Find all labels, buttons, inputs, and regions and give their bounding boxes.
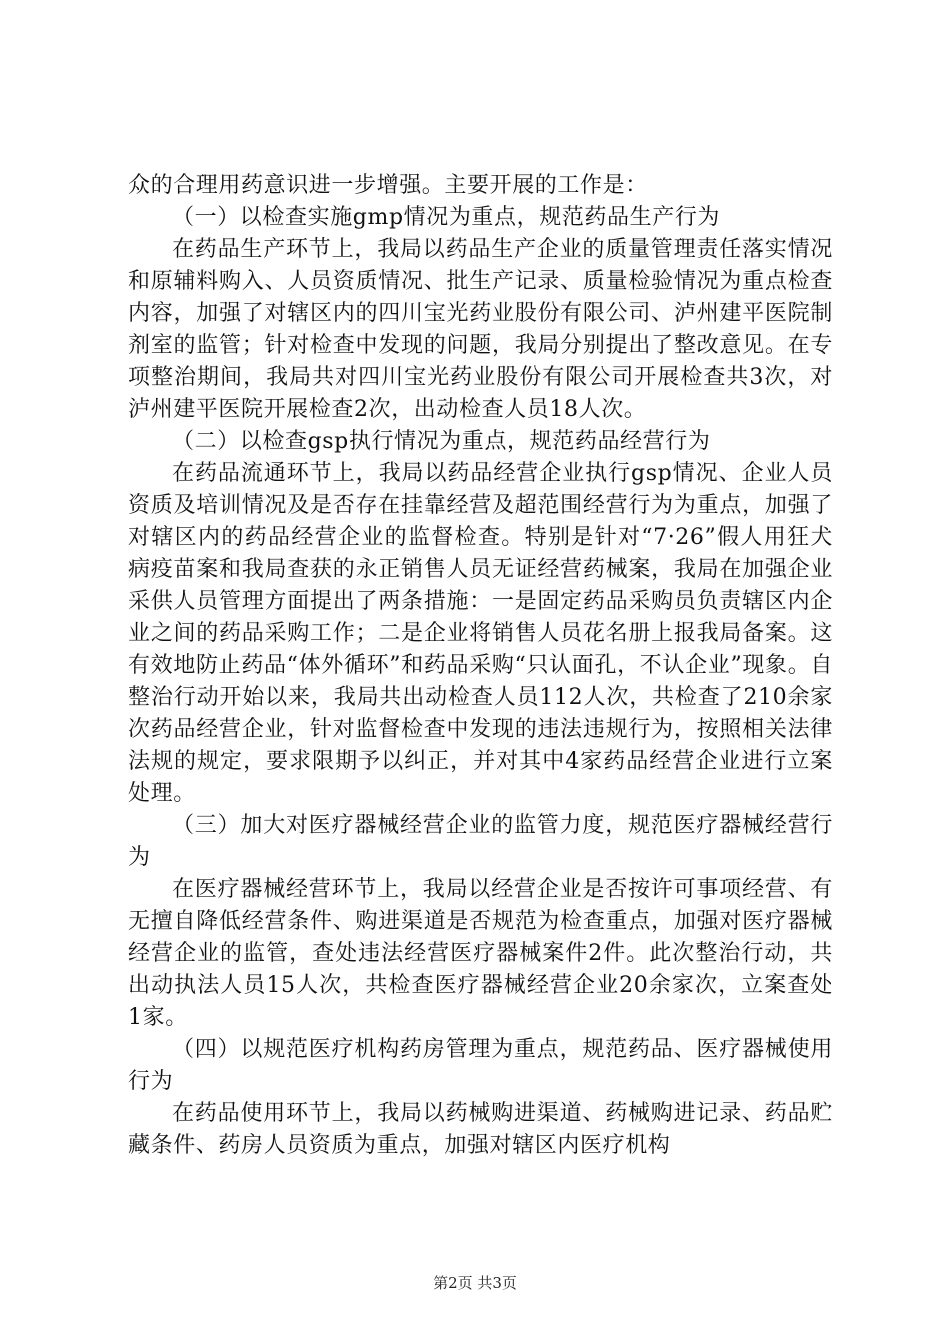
paragraph-continuation: 众的合理用药意识进一步增强。主要开展的工作是： — [128, 173, 648, 198]
section-heading-1: （一）以检查实施gmp情况为重点，规范药品生产行为 — [172, 205, 721, 230]
paragraph: 在医疗器械经营环节上，我局以经营企业是否按许可事项经营、有无擅自降低经营条件、购进渠道是否规范为检查重点，加强对医疗器械经营企业的监管，查处违法经营医疗器械案件2件。此次整治行动，共出动执法人员15人次，共检查医疗器械经营企业20余家次，立案查处1家。 — [128, 877, 833, 1030]
section-heading-2: （二）以检查gsp执行情况为重点，规范药品经营行为 — [172, 429, 711, 454]
paragraph: 在药品使用环节上，我局以药械购进渠道、药械购进记录、药品贮藏条件、药房人员资质为重点，加强对辖区内医疗机构 — [128, 1101, 833, 1158]
page-footer: 第2页 共3页 — [433, 1274, 517, 1292]
section-heading-4: （四）以规范医疗机构药房管理为重点，规范药品、医疗器械使用行为 — [128, 1037, 833, 1094]
document-body — [128, 170, 833, 1162]
paragraph: 在药品生产环节上，我局以药品生产企业的质量管理责任落实情况和原辅料购入、人员资质情况、批生产记录、质量检验情况为重点检查内容，加强了对辖区内的四川宝光药业股份有限公司、泸州建平医院制剂室的监管；针对检查中发现的问题，我局分别提出了整改意见。在专项整治期间，我局共对四川宝光药业股份有限公司开展检查共3次，对泸州建平医院开展检查2次，出动检查人员18人次。 — [128, 237, 833, 422]
section-heading-3: （三）加大对医疗器械经营企业的监管力度，规范医疗器械经营行为 — [128, 813, 833, 870]
paragraph: 在药品流通环节上，我局以药品经营企业执行gsp情况、企业人员资质及培训情况及是否存在挂靠经营及超范围经营行为为重点，加强了对辖区内的药品经营企业的监督检查。特别是针对“7·26”假人用狂犬病疫苗案和我局查获的永正销售人员无证经营药械案，我局在加强企业采供人员管理方面提出了两条措施：一是固定药品采购员负责辖区内企业之间的药品采购工作；二是企业将销售人员花名册上报我局备案。这有效地防止药品“体外循环”和药品采购“只认面孔，不认企业”现象。自整治行动开始以来，我局共出动检查人员112人次，共检查了210余家次药品经营企业，针对监督检查中发现的违法违规行为，按照相关法律法规的规定，要求限期予以纠正，并对其中4家药品经营企业进行立案处理。 — [128, 461, 833, 806]
